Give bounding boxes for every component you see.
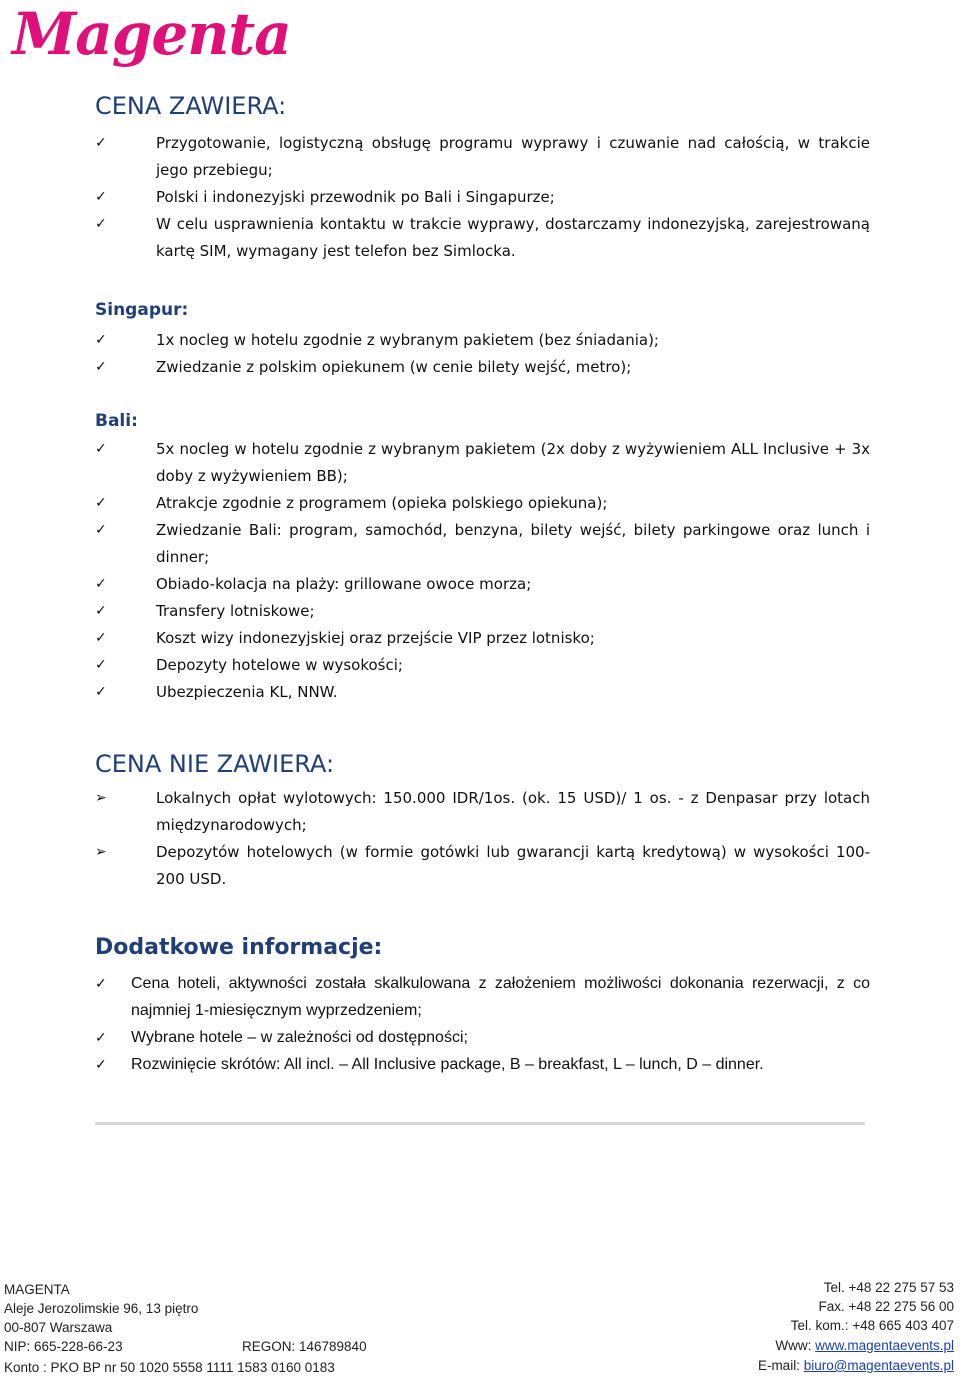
footer-fax: Fax. +48 22 275 56 00 [818, 1299, 954, 1314]
list-item: ✓ Zwiedzanie Bali: program, samochód, benzyna, bilety wejść, bilety parkingowe oraz lunch i dinner; [95, 517, 870, 571]
check-mark-icon: ✓ [95, 189, 107, 205]
footer-email-label: E-mail: [757, 1358, 804, 1373]
singapore-heading: Singapur: [95, 300, 189, 320]
list-item: ✓ Transfery lotniskowe; [95, 598, 870, 625]
bali-heading: Bali: [95, 411, 138, 431]
not-included-heading: CENA NIE ZAWIERA: [95, 750, 335, 778]
check-mark-icon: ✓ [95, 975, 107, 991]
footer-account: Konto : PKO BP nr 50 1020 5558 1111 1583 0160 0183 [4, 1360, 335, 1375]
included-heading: CENA ZAWIERA: [95, 92, 287, 120]
check-mark-icon: ✓ [95, 603, 107, 619]
check-mark-icon: ✓ [95, 441, 107, 457]
list-item: ➢ Lokalnych opłat wylotowych: 150.000 IDR/1os. (ok. 15 USD)/ 1 os. - z Denpasar przy lotach międzynarodowych; [95, 785, 870, 839]
footer-email [758, 1358, 954, 1373]
check-mark-icon: ✓ [95, 495, 107, 511]
footer-tel: Tel. +48 22 275 57 53 [823, 1280, 954, 1295]
footer-street: Aleje Jerozolimskie 96, 13 piętro [4, 1301, 199, 1316]
list-item: ✓ Polski i indonezyjski przewodnik po Bali i Singapurze; [95, 184, 870, 211]
additional-list [95, 970, 870, 1078]
check-mark-icon: ✓ [95, 657, 107, 673]
footer-mobile: Tel. kom.: +48 665 403 407 [790, 1318, 954, 1333]
check-mark-icon: ✓ [95, 1056, 107, 1072]
footer-nip: NIP: 665-228-66-23 [4, 1339, 123, 1354]
list-item: ✓ Koszt wizy indonezyjskiej oraz przejście VIP przez lotnisko; [95, 625, 870, 652]
footer-regon: REGON: 146789840 [242, 1339, 367, 1354]
not-included-list [95, 785, 870, 893]
list-item: ✓ Zwiedzanie z polskim opiekunem (w cenie bilety wejść, metro); [95, 354, 870, 381]
bali-list [95, 436, 870, 706]
included-general-list [95, 130, 870, 265]
list-item: ✓ Cena hoteli, aktywności została skalkulowana z założeniem możliwości dokonania rezerwacji, z co najmniej 1-miesięcznym wyprzedzeniem; [95, 970, 870, 1024]
footer-city: 00-807 Warszawa [4, 1320, 113, 1335]
check-mark-icon: ✓ [95, 1029, 107, 1045]
check-mark-icon: ✓ [95, 630, 107, 646]
list-item: ✓ 5x nocleg w hotelu zgodnie z wybranym pakietem (2x doby z wyżywieniem ALL Inclusive + 3x doby z wyżywieniem BB); [95, 436, 870, 490]
list-item: ✓ Ubezpieczenia KL, NNW. [95, 679, 870, 706]
check-mark-icon: ✓ [95, 684, 107, 700]
list-item: ✓ Atrakcje zgodnie z programem (opieka polskiego opiekuna); [95, 490, 870, 517]
list-item: ✓ Rozwinięcie skrótów: All incl. – All Inclusive package, B – breakfast, L – lunch, D – dinner. [95, 1051, 870, 1078]
footer-company: MAGENTA [4, 1282, 70, 1297]
list-item: ➢ Depozytów hotelowych (w formie gotówki lub gwarancji kartą kredytową) w wysokości 100-200 USD. [95, 839, 870, 893]
arrow-bullet-icon: ➢ [95, 790, 107, 806]
check-mark-icon: ✓ [95, 216, 107, 232]
additional-heading: Dodatkowe informacje: [95, 935, 383, 960]
footer-www [775, 1338, 954, 1353]
footer-www-label: Www: [775, 1338, 816, 1353]
list-item: ✓ W celu usprawnienia kontaktu w trakcie wyprawy, dostarczamy indonezyjską, zarejestrowaną kartę SIM, wymagany jest telefon bez Simlocka. [95, 211, 870, 265]
singapore-list [95, 327, 870, 381]
check-mark-icon: ✓ [95, 135, 107, 151]
divider [95, 1122, 865, 1125]
check-mark-icon: ✓ [95, 522, 107, 538]
list-item: ✓ Depozyty hotelowe w wysokości; [95, 652, 870, 679]
arrow-bullet-icon: ➢ [95, 844, 107, 860]
check-mark-icon: ✓ [95, 359, 107, 375]
footer [0, 1276, 960, 1376]
list-item: ✓ Wybrane hotele – w zależności od dostępności; [95, 1024, 870, 1051]
list-item: ✓ Obiado-kolacja na plaży: grillowane owoce morza; [95, 571, 870, 598]
website-link[interactable]: www.magentaevents.pl [815, 1338, 954, 1353]
check-mark-icon: ✓ [95, 576, 107, 592]
list-item: ✓ 1x nocleg w hotelu zgodnie z wybranym pakietem (bez śniadania); [95, 327, 870, 354]
list-item: ✓ Przygotowanie, logistyczną obsługę programu wyprawy i czuwanie nad całością, w trakcie jego przebiegu; [95, 130, 870, 184]
check-mark-icon: ✓ [95, 332, 107, 348]
email-link[interactable]: biuro@magentaevents.pl [803, 1358, 954, 1373]
brand-logo-text: Magenta [12, 0, 291, 68]
brand-logo [12, 0, 291, 68]
